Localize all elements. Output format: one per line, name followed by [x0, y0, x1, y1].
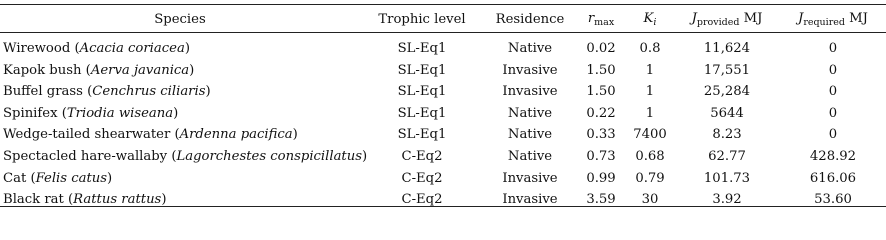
table-row	[0, 168, 886, 190]
header-jreq-unit: MJ	[849, 11, 868, 26]
table-row	[0, 124, 886, 146]
header-k	[626, 0, 674, 36]
table-row	[0, 36, 886, 60]
cell-residence: Invasive	[502, 192, 558, 208]
cell-trophic-level: SL-Eq1	[397, 105, 447, 121]
common-name: Kapok bush (	[3, 62, 91, 78]
cell-species	[0, 189, 360, 211]
cell-j-required: 428.92	[809, 148, 857, 164]
cell-species	[0, 81, 360, 103]
cell-species	[0, 124, 360, 146]
scientific-name: Acacia coriacea	[79, 41, 185, 56]
cell-j-provided: 25,284	[703, 84, 751, 100]
paren-close: )	[205, 84, 211, 100]
scientific-name: Lagorchestes conspicillatus	[176, 148, 362, 164]
header-jprov-unit: MJ	[743, 11, 763, 26]
cell-rmax: 1.50	[586, 84, 616, 100]
common-name: Spinifex (	[3, 105, 67, 121]
paren-close: )	[173, 105, 179, 121]
header-trophic-level: Trophic level	[378, 12, 466, 27]
cell-j-provided: 17,551	[703, 62, 751, 78]
paren-close: )	[184, 41, 190, 56]
header-j-provided	[674, 0, 780, 36]
cell-species	[0, 146, 368, 168]
cell-rmax: 0.22	[586, 105, 616, 121]
cell-k: 30	[641, 192, 659, 208]
common-name: Buffel grass (	[3, 84, 93, 100]
table-row	[0, 103, 886, 125]
scientific-name: Rattus rattus	[73, 192, 162, 208]
cell-j-required: 616.06	[809, 170, 857, 186]
header-rmax-symbol: r	[587, 11, 595, 26]
cell-trophic-level: SL-Eq1	[397, 127, 447, 143]
cell-species	[0, 60, 360, 82]
header-k-subscript: i	[653, 17, 657, 28]
header-j-required	[780, 0, 886, 36]
common-name: Black rat (	[3, 192, 74, 208]
cell-trophic-level: SL-Eq1	[397, 84, 447, 100]
cell-j-required: 0	[828, 105, 838, 121]
header-species: Species	[154, 12, 206, 27]
cell-j-provided: 3.92	[712, 192, 742, 208]
cell-k: 1	[645, 105, 655, 121]
scientific-name: Triodia wiseana	[66, 105, 174, 121]
scientific-name: Felis catus	[35, 170, 108, 186]
cell-j-required: 53.60	[814, 192, 852, 208]
cell-j-required: 0	[828, 62, 838, 78]
header-jreq-subscript: required	[803, 17, 845, 28]
cell-k: 0.68	[635, 148, 665, 164]
paren-close: )	[161, 192, 167, 208]
cell-rmax: 0.02	[586, 41, 616, 56]
cell-rmax: 0.73	[586, 148, 616, 164]
cell-k: 0.8	[639, 41, 661, 56]
cell-residence: Native	[507, 127, 553, 143]
cell-k: 1	[645, 62, 655, 78]
cell-k: 7400	[633, 127, 667, 143]
cell-j-provided: 101.73	[703, 170, 751, 186]
header-rmax	[576, 0, 626, 36]
cell-residence: Native	[507, 148, 553, 164]
header-k-symbol: K	[643, 11, 654, 26]
cell-j-required: 0	[828, 127, 838, 143]
common-name: Wirewood (	[3, 41, 80, 56]
cell-trophic-level: C-Eq2	[401, 148, 443, 164]
cell-j-required: 0	[828, 41, 838, 56]
cell-j-provided: 5644	[710, 105, 744, 121]
cell-j-provided: 11,624	[703, 41, 751, 56]
table-header-row	[0, 0, 886, 36]
table-row	[0, 189, 886, 211]
cell-rmax: 0.99	[586, 170, 616, 186]
scientific-name: Aerva javanica	[90, 62, 190, 78]
cell-rmax: 0.33	[586, 127, 616, 143]
cell-residence: Invasive	[502, 62, 558, 78]
common-name: Wedge-tailed shearwater (	[3, 127, 180, 143]
cell-j-required: 0	[828, 84, 838, 100]
cell-j-provided: 62.77	[708, 148, 746, 164]
cell-residence: Invasive	[502, 84, 558, 100]
cell-j-provided: 8.23	[712, 127, 742, 143]
cell-trophic-level: SL-Eq1	[397, 41, 447, 56]
cell-rmax: 1.50	[586, 62, 616, 78]
common-name: Spectacled hare-wallaby (	[3, 148, 177, 164]
cell-rmax: 3.59	[586, 192, 616, 208]
cell-trophic-level: SL-Eq1	[397, 62, 447, 78]
table-row	[0, 146, 886, 168]
common-name: Cat (	[3, 170, 36, 186]
cell-residence: Native	[507, 41, 553, 56]
header-rmax-subscript: max	[594, 17, 615, 28]
header-jprov-symbol: J	[691, 11, 697, 26]
cell-species	[0, 103, 360, 125]
header-residence: Residence	[495, 12, 565, 27]
header-jreq-symbol: J	[798, 11, 804, 26]
cell-trophic-level: C-Eq2	[401, 192, 443, 208]
cell-residence: Invasive	[502, 170, 558, 186]
cell-species	[0, 36, 360, 60]
paren-close: )	[189, 62, 195, 78]
cell-residence: Native	[507, 105, 553, 121]
scientific-name: Cenchrus ciliaris	[92, 84, 206, 100]
cell-trophic-level: C-Eq2	[401, 170, 443, 186]
table-row	[0, 60, 886, 82]
table-row	[0, 81, 886, 103]
paren-close: )	[292, 127, 298, 143]
scientific-name: Ardenna pacifica	[179, 127, 293, 143]
cell-k: 0.79	[635, 170, 665, 186]
cell-species	[0, 168, 360, 190]
cell-k: 1	[645, 84, 655, 100]
header-jprov-subscript: provided	[696, 17, 740, 28]
paren-close: )	[107, 170, 113, 186]
paren-close: )	[362, 148, 368, 164]
